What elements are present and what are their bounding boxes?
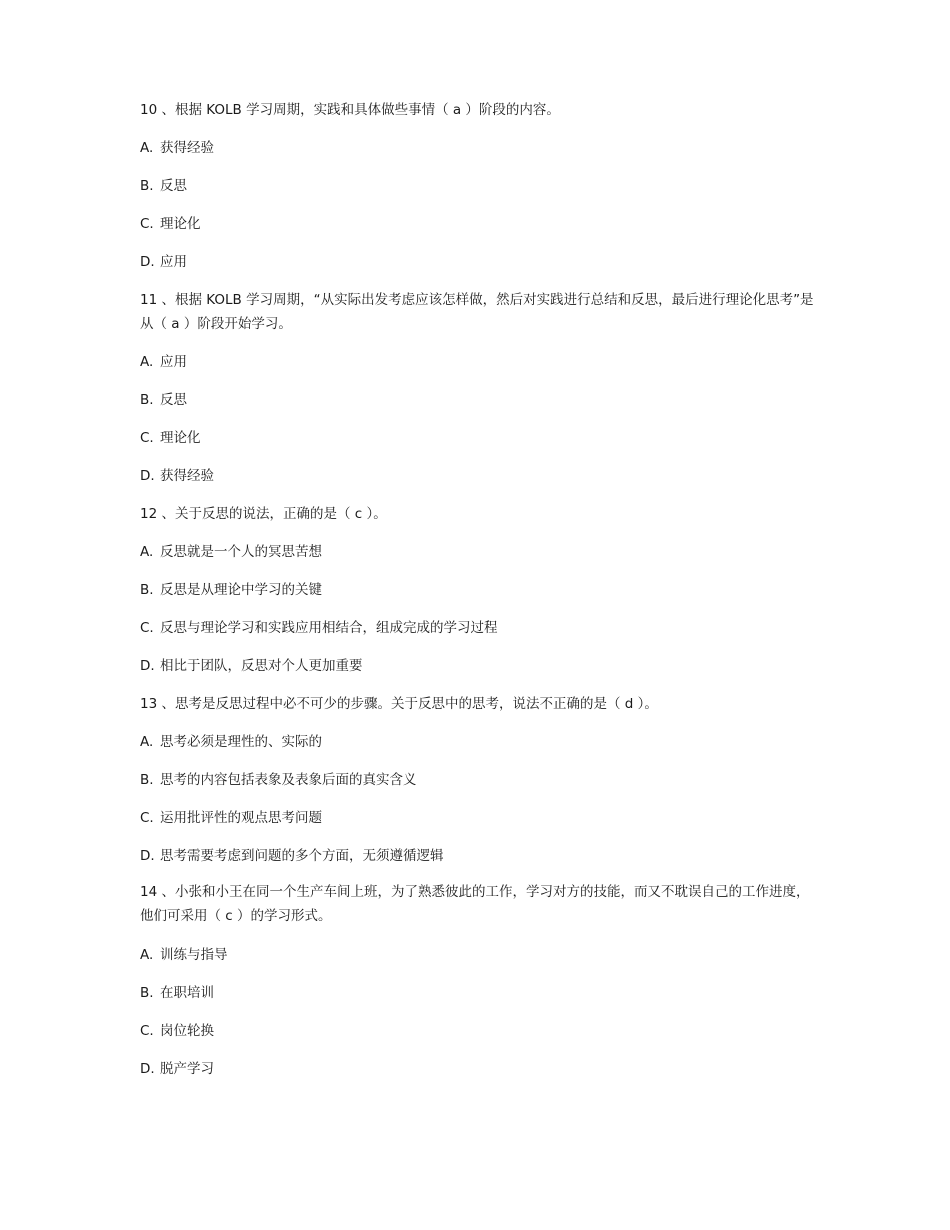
question-14-text: 14 、小张和小王在同一个生产车间上班，为了熟悉彼此的工作，学习对方的技能，而又不耽误自己的工作进度，他们可采用（ c ）的学习形式。	[140, 884, 810, 924]
option-text: 脱产学习	[160, 1061, 214, 1077]
question-14-option-a	[140, 945, 820, 965]
option-text: 反思是从理论中学习的关键	[160, 582, 322, 598]
option-letter: C.	[140, 620, 154, 636]
question-12-option-d	[140, 656, 820, 676]
option-letter: D.	[140, 468, 155, 484]
question-14-option-c	[140, 1021, 820, 1041]
question-14-option-b	[140, 983, 820, 1003]
option-text: 运用批评性的观点思考问题	[160, 810, 322, 826]
question-13-option-d	[140, 846, 820, 866]
option-text: 思考必须是理性的、实际的	[160, 734, 322, 750]
option-letter: A.	[140, 544, 154, 560]
option-text: 相比于团队，反思对个人更加重要	[160, 658, 363, 674]
option-text: 训练与指导	[160, 947, 228, 963]
question-10-option-a	[140, 138, 820, 158]
option-text: 反思	[160, 392, 187, 408]
option-letter: B.	[140, 392, 154, 408]
option-letter: C.	[140, 810, 154, 826]
option-letter: B.	[140, 178, 154, 194]
question-12-option-c	[140, 618, 820, 638]
option-text: 理论化	[160, 430, 201, 446]
question-13-text: 13 、思考是反思过程中必不可少的步骤。关于反思中的思考，说法不正确的是（ d ）。	[140, 696, 658, 712]
option-letter: C.	[140, 216, 154, 232]
option-text: 反思就是一个人的冥思苦想	[160, 544, 322, 560]
option-text: 理论化	[160, 216, 201, 232]
option-letter: B.	[140, 582, 154, 598]
option-text: 获得经验	[160, 140, 214, 156]
question-10-option-c	[140, 214, 820, 234]
option-letter: D.	[140, 1061, 155, 1077]
question-11-option-d	[140, 466, 820, 486]
question-13-option-b	[140, 770, 820, 790]
option-letter: C.	[140, 430, 154, 446]
option-text: 在职培训	[160, 985, 214, 1001]
option-text: 应用	[160, 254, 187, 270]
option-text: 获得经验	[160, 468, 214, 484]
option-letter: B.	[140, 772, 154, 788]
option-text: 思考的内容包括表象及表象后面的真实含义	[160, 772, 417, 788]
question-12-option-a	[140, 542, 820, 562]
option-text: 岗位轮换	[160, 1023, 214, 1039]
option-text: 应用	[160, 354, 187, 370]
option-letter: A.	[140, 140, 154, 156]
question-11-option-b	[140, 390, 820, 410]
option-letter: D.	[140, 658, 155, 674]
question-10-option-d	[140, 252, 820, 272]
option-letter: D.	[140, 848, 155, 864]
question-12-text: 12 、关于反思的说法，正确的是（ c ）。	[140, 506, 387, 522]
option-text: 反思	[160, 178, 187, 194]
option-letter: A.	[140, 354, 154, 370]
question-10-text: 10 、根据 KOLB 学习周期，实践和具体做些事情（ a ）阶段的内容。	[140, 102, 560, 118]
option-text: 反思与理论学习和实践应用相结合，组成完成的学习过程	[160, 620, 498, 636]
option-text: 思考需要考虑到问题的多个方面，无须遵循逻辑	[160, 848, 444, 864]
question-11-option-c	[140, 428, 820, 448]
question-10-option-b	[140, 176, 820, 196]
question-13-option-a	[140, 732, 820, 752]
option-letter: B.	[140, 985, 154, 1001]
option-letter: A.	[140, 947, 154, 963]
question-14-option-d	[140, 1059, 820, 1079]
question-11-text: 11 、根据 KOLB 学习周期，“从实际出发考虑应该怎样做，然后对实践进行总结和反思，最后进行理论化思考”是从（ a ）阶段开始学习。	[140, 292, 814, 332]
question-13-option-c	[140, 808, 820, 828]
option-letter: D.	[140, 254, 155, 270]
question-11-option-a	[140, 352, 820, 372]
option-letter: C.	[140, 1023, 154, 1039]
question-12-option-b	[140, 580, 820, 600]
option-letter: A.	[140, 734, 154, 750]
